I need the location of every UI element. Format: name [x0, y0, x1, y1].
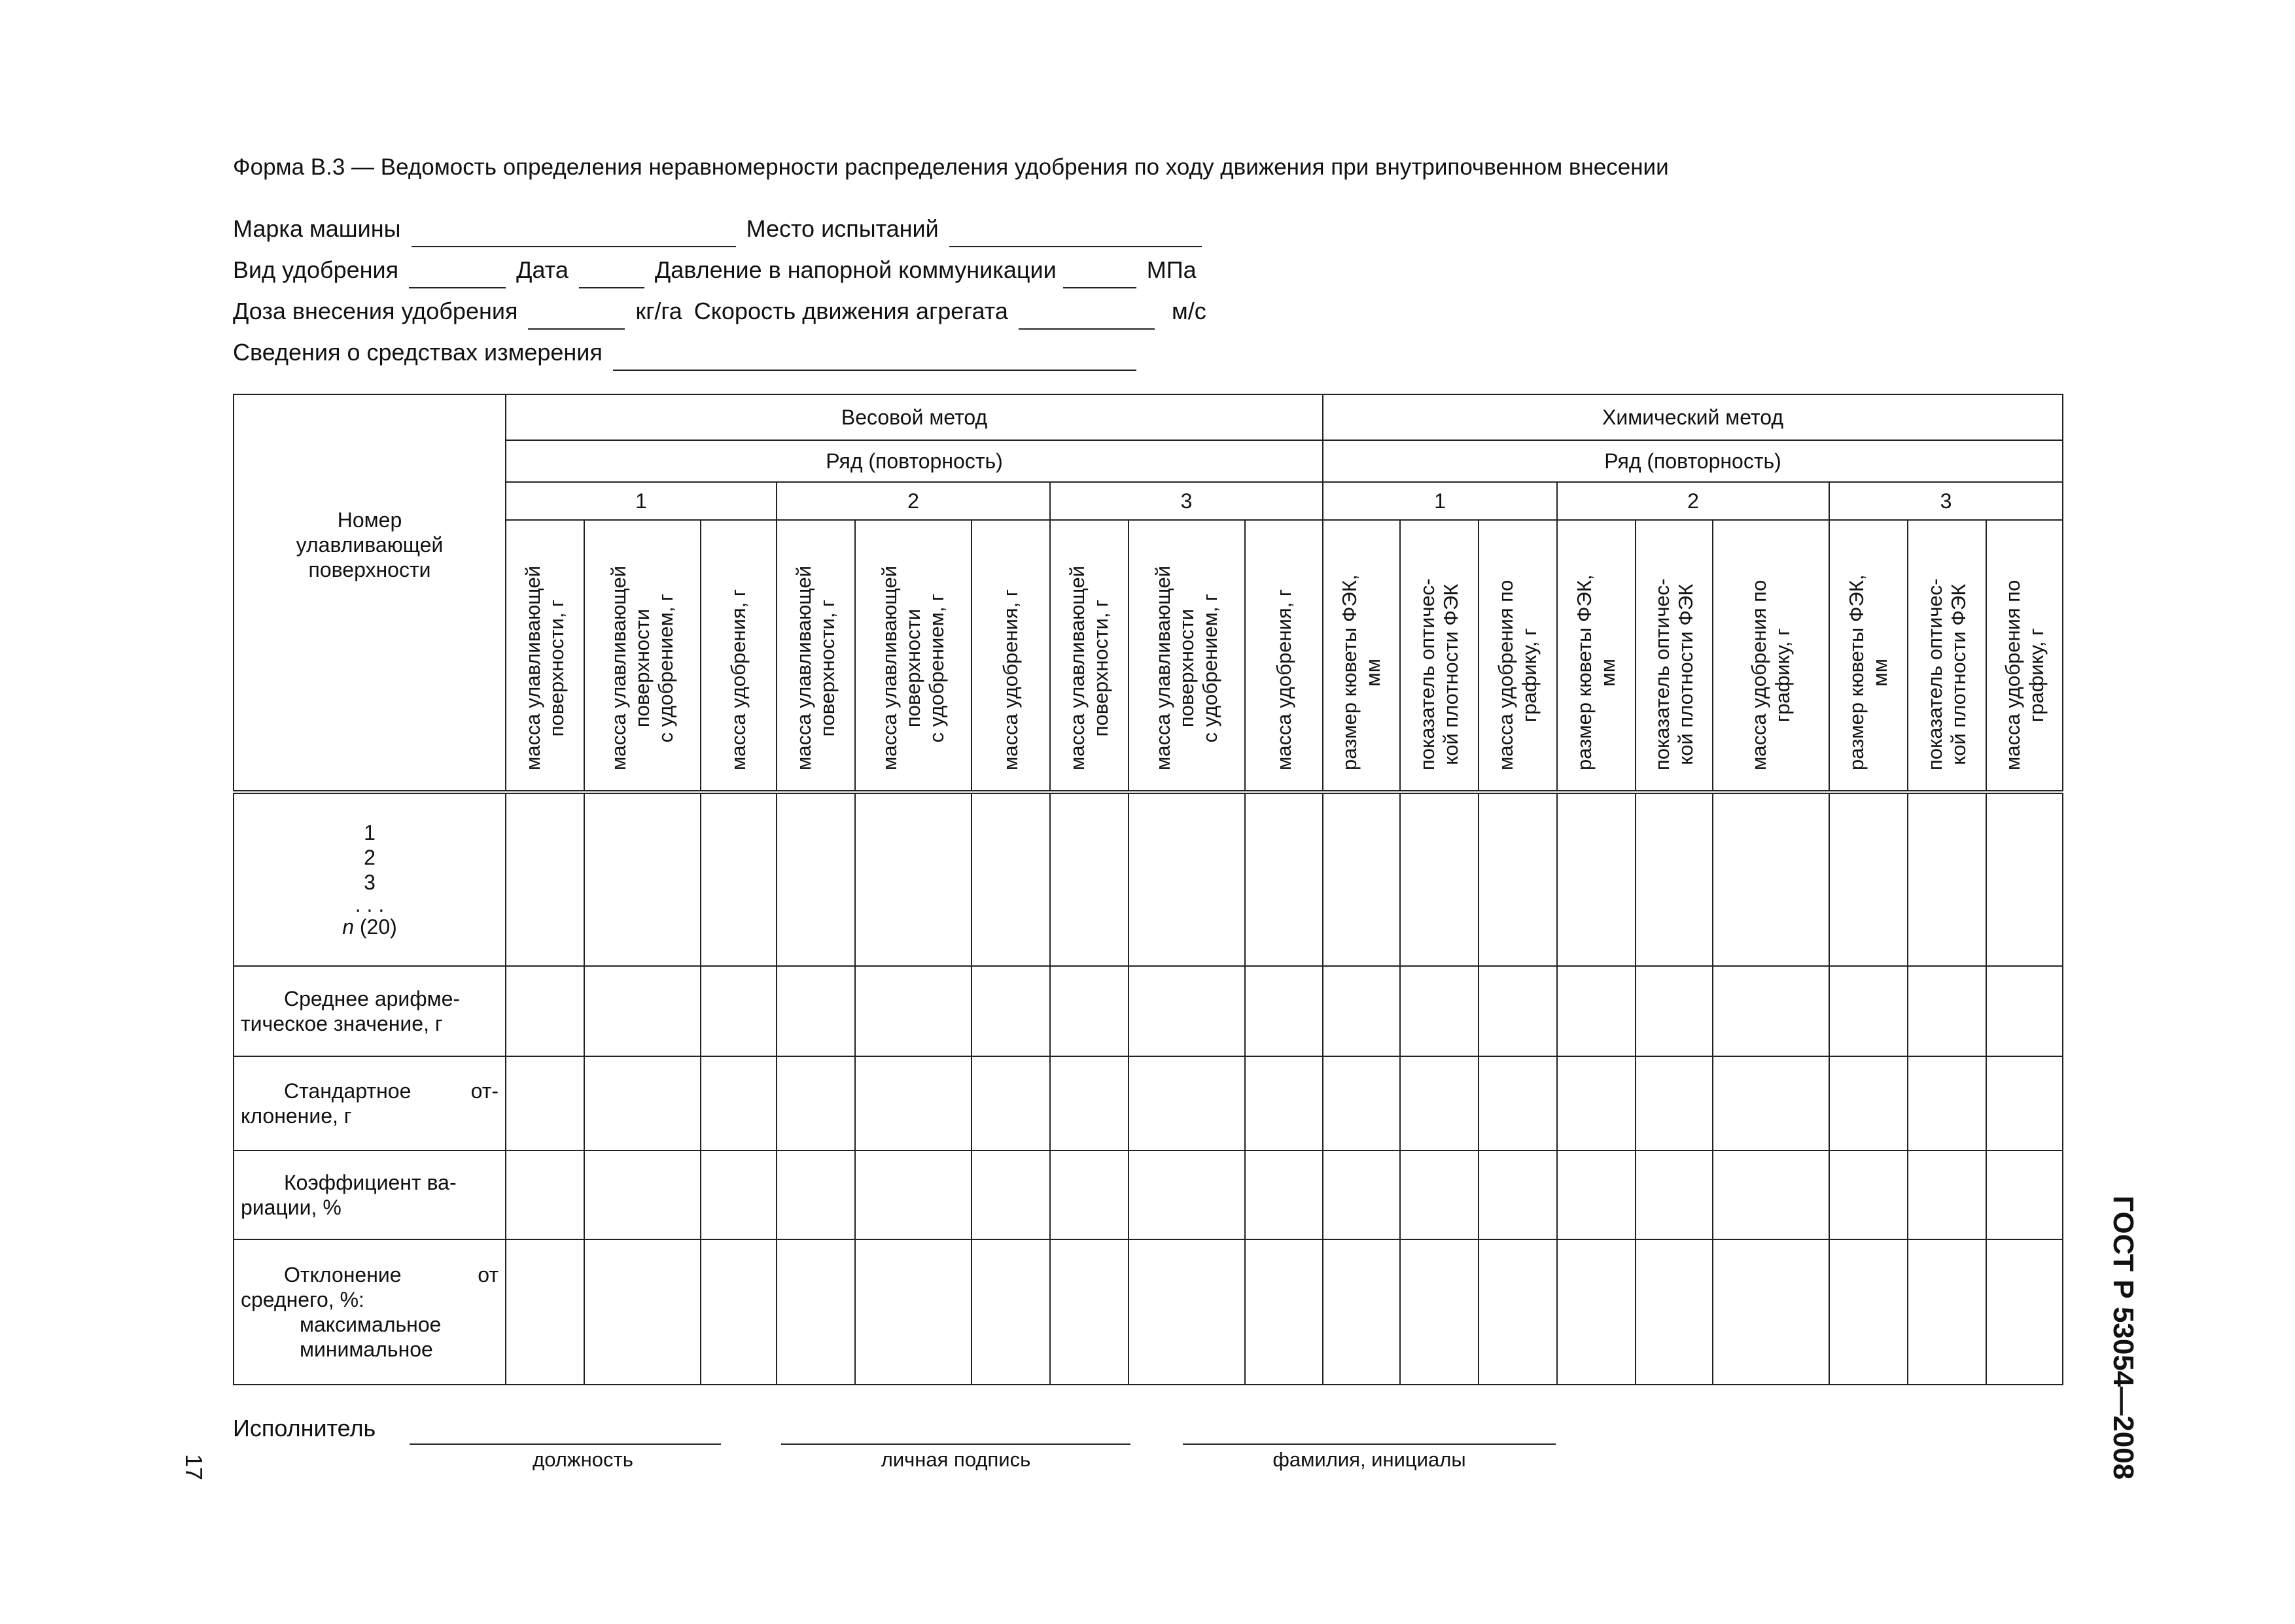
chemical-method-header: Химический метод — [1323, 394, 2063, 440]
data-cell[interactable] — [1245, 1056, 1323, 1150]
header-row-columns — [234, 520, 2063, 792]
column-header-line: масса удобрения по — [1747, 579, 1771, 770]
deviation-label-line: максимальное — [300, 1313, 442, 1336]
data-cell[interactable] — [1400, 1239, 1479, 1385]
column-header-line: масса улавливающей — [792, 565, 815, 770]
chem-column-header — [1986, 520, 2063, 792]
data-cell[interactable] — [1829, 1239, 1908, 1385]
cv-label-line: Коэффициент ва- — [284, 1171, 457, 1194]
column-header-line: показатель оптичес- — [1651, 578, 1674, 770]
data-cell[interactable] — [1986, 792, 2063, 966]
data-cell[interactable] — [701, 1056, 777, 1150]
column-header-line: размер кюветы ФЭК, — [1573, 574, 1596, 770]
data-cell[interactable] — [701, 1150, 777, 1239]
column-header-text — [727, 589, 750, 770]
column-header-line: масса удобрения по — [2001, 579, 2024, 770]
column-header-text — [1066, 566, 1113, 770]
data-cell[interactable] — [1400, 1150, 1479, 1239]
column-header-line: поверхности — [902, 608, 924, 728]
speed-field[interactable] — [1019, 302, 1155, 330]
data-cell[interactable] — [1829, 1150, 1908, 1239]
data-cell[interactable] — [1829, 966, 1908, 1056]
data-cell[interactable] — [1400, 966, 1479, 1056]
data-cell[interactable] — [1323, 1150, 1400, 1239]
data-cell[interactable] — [1479, 792, 1557, 966]
column-header-text — [999, 589, 1023, 770]
data-cell[interactable] — [1479, 966, 1557, 1056]
chem-column-header — [1713, 520, 1829, 792]
instruments-label: Сведения о средствах измерения — [233, 339, 603, 366]
data-cell[interactable] — [1986, 1056, 2063, 1150]
chem-column-header — [1557, 520, 1636, 792]
data-cell[interactable] — [1129, 1239, 1245, 1385]
data-cell[interactable] — [584, 1056, 701, 1150]
data-cell[interactable] — [1245, 1150, 1323, 1239]
data-cell[interactable] — [506, 1056, 584, 1150]
column-header-text — [607, 566, 678, 770]
column-header-line: с удобрением, г — [925, 593, 948, 743]
column-header-text — [1494, 580, 1541, 770]
weight-method-header: Весовой метод — [506, 394, 1323, 440]
body-row-mean — [234, 966, 2063, 1056]
chemical-row-repeat-header: Ряд (повторность) — [1323, 440, 2063, 482]
dose-field[interactable] — [528, 302, 625, 330]
signature-caption: личная подпись — [881, 1448, 1031, 1471]
column-header-line: размер кюветы ФЭК, — [1338, 574, 1361, 770]
std-label-line: клонение, г — [241, 1104, 352, 1128]
body-row-std — [234, 1056, 2063, 1150]
deviation-label — [234, 1239, 506, 1385]
data-cell[interactable] — [777, 1056, 855, 1150]
data-cell[interactable] — [1479, 1056, 1557, 1150]
form-title: Форма В.3 — Ведомость определения неравномерности распределения удобрения по ходу движения при внутрипочвенном внесении — [233, 154, 1669, 180]
chem-row-3: 3 — [1829, 482, 2063, 520]
data-cell[interactable] — [1713, 1150, 1829, 1239]
field-row-2 — [233, 252, 1206, 293]
data-cell[interactable] — [972, 792, 1050, 966]
data-cell[interactable] — [1908, 1150, 1986, 1239]
stub-header — [234, 394, 506, 792]
executor-label: Исполнитель — [233, 1415, 376, 1442]
data-cell[interactable] — [701, 1239, 777, 1385]
results-table — [233, 394, 2063, 1385]
column-header-line: масса удобрения, г — [999, 589, 1022, 770]
chem-row-2: 2 — [1557, 482, 1829, 520]
column-header-line: размер кюветы ФЭК, — [1845, 574, 1868, 770]
surface-number-list — [234, 792, 506, 966]
data-cell[interactable] — [1557, 1056, 1636, 1150]
chem-column-header — [1323, 520, 1400, 792]
pressure-label: Давление в напорной коммуникации — [654, 256, 1057, 283]
data-cell[interactable] — [1129, 966, 1245, 1056]
data-cell[interactable] — [506, 966, 584, 1056]
standard-text: ГОСТ Р 53054—2008 — [2107, 1196, 2139, 1480]
cv-label-line: риации, % — [241, 1196, 342, 1219]
data-cell[interactable] — [777, 1239, 855, 1385]
column-header-line: показатель оптичес- — [1416, 578, 1439, 770]
data-cell[interactable] — [1636, 1150, 1713, 1239]
chem-column-header — [1400, 520, 1479, 792]
data-cell[interactable] — [777, 966, 855, 1056]
weight-column-header — [855, 520, 972, 792]
column-header-text — [2001, 580, 2048, 770]
weight-row-1: 1 — [506, 482, 777, 520]
speed-unit: м/с — [1171, 298, 1206, 324]
name-line[interactable] — [1183, 1441, 1556, 1445]
position-caption: должность — [533, 1448, 633, 1471]
column-header-line: поверхности, г — [1089, 599, 1112, 737]
column-header-text — [1651, 578, 1698, 770]
weight-column-header — [584, 520, 701, 792]
data-cell[interactable] — [1400, 792, 1479, 966]
weight-column-header — [701, 520, 777, 792]
chem-column-header — [1636, 520, 1713, 792]
header-row-methods — [234, 394, 2063, 440]
data-cell[interactable] — [1908, 1056, 1986, 1150]
deviation-label-line: минимальное — [300, 1338, 433, 1361]
machine-brand-field[interactable] — [412, 220, 736, 247]
data-cell[interactable] — [1713, 1239, 1829, 1385]
data-cell[interactable] — [1050, 792, 1129, 966]
data-cell[interactable] — [1129, 1056, 1245, 1150]
data-cell[interactable] — [1986, 1150, 2063, 1239]
data-cell[interactable] — [1986, 966, 2063, 1056]
data-cell[interactable] — [855, 1239, 972, 1385]
stub-header-line: Номер — [337, 508, 402, 532]
weight-row-3: 3 — [1050, 482, 1323, 520]
form-fields — [233, 211, 1206, 375]
column-header-text — [1338, 574, 1385, 770]
column-header-line: поверхности — [1175, 608, 1198, 728]
column-header-line: поверхности — [631, 608, 654, 728]
surface-number: . . . — [355, 893, 385, 916]
dose-label: Доза внесения удобрения — [233, 298, 518, 324]
data-cell[interactable] — [1050, 966, 1129, 1056]
data-cell[interactable] — [855, 966, 972, 1056]
data-cell[interactable] — [1636, 1239, 1713, 1385]
data-cell[interactable] — [1986, 1239, 2063, 1385]
deviation-label-word: от — [478, 1263, 499, 1287]
deviation-label-line: среднего, %: — [241, 1288, 364, 1311]
column-header-text — [1573, 574, 1620, 770]
data-cell[interactable] — [1050, 1056, 1129, 1150]
data-cell[interactable] — [1829, 1056, 1908, 1150]
page-number: 17 — [181, 1453, 208, 1481]
weight-row-2: 2 — [777, 482, 1050, 520]
stub-header-line: улавливающей — [296, 533, 444, 557]
column-header-line: поверхности, г — [545, 599, 568, 737]
column-header-text — [878, 566, 949, 770]
data-cell[interactable] — [1479, 1239, 1557, 1385]
date-field[interactable] — [579, 261, 644, 288]
data-cell[interactable] — [1323, 792, 1400, 966]
data-cell[interactable] — [1557, 1239, 1636, 1385]
chem-row-1: 1 — [1323, 482, 1557, 520]
column-header-text — [1845, 574, 1892, 770]
cv-label — [234, 1150, 506, 1239]
chem-column-header — [1479, 520, 1557, 792]
column-header-line: графику, г — [1771, 628, 1795, 723]
field-row-3 — [233, 293, 1206, 334]
column-header-line: графику, г — [1518, 628, 1541, 723]
data-cell[interactable] — [584, 792, 701, 966]
pressure-unit: МПа — [1146, 256, 1197, 283]
column-header-text — [1151, 566, 1222, 770]
column-header-text — [1747, 580, 1795, 770]
data-cell[interactable] — [972, 1150, 1050, 1239]
column-header-line: масса улавливающей — [521, 565, 544, 770]
standard-designation — [2105, 1196, 2145, 1483]
data-cell[interactable] — [1713, 792, 1829, 966]
column-header-line: с удобрением, г — [654, 593, 677, 743]
data-cell[interactable] — [1050, 1239, 1129, 1385]
test-place-field[interactable] — [949, 220, 1202, 247]
data-cell[interactable] — [1245, 1239, 1323, 1385]
machine-brand-label: Марка машины — [233, 215, 401, 242]
column-header-line: масса удобрения, г — [1272, 589, 1295, 770]
data-cell[interactable] — [1129, 1150, 1245, 1239]
data-cell[interactable] — [1829, 792, 1908, 966]
data-cell[interactable] — [1323, 966, 1400, 1056]
surface-number: 3 — [364, 871, 376, 894]
data-cell[interactable] — [584, 1150, 701, 1239]
column-header-text — [521, 566, 569, 770]
data-cell[interactable] — [1323, 1056, 1400, 1150]
column-header-text — [1272, 589, 1296, 770]
column-header-text — [792, 566, 839, 770]
data-cell[interactable] — [1479, 1150, 1557, 1239]
data-cell[interactable] — [777, 792, 855, 966]
weight-column-header — [506, 520, 584, 792]
column-header-text — [1416, 578, 1463, 770]
data-cell[interactable] — [1636, 966, 1713, 1056]
column-header-line: мм — [1361, 658, 1385, 687]
header-row-numbers — [234, 482, 2063, 520]
mean-label — [234, 966, 506, 1056]
data-cell[interactable] — [855, 1150, 972, 1239]
data-cell[interactable] — [701, 966, 777, 1056]
data-cell[interactable] — [1557, 792, 1636, 966]
weight-column-header — [1245, 520, 1323, 792]
data-cell[interactable] — [1908, 966, 1986, 1056]
column-header-line: показатель оптичес- — [1923, 578, 1947, 770]
weight-column-header — [1050, 520, 1129, 792]
data-cell[interactable] — [1557, 966, 1636, 1056]
data-cell[interactable] — [1908, 1239, 1986, 1385]
column-header-line: кой плотности ФЭК — [1674, 583, 1698, 765]
stub-header-line: поверхности — [308, 558, 431, 581]
data-cell[interactable] — [855, 1056, 972, 1150]
surface-number: 1 — [364, 821, 376, 844]
chem-column-header — [1908, 520, 1986, 792]
surface-number-n: n (20) — [342, 915, 397, 939]
data-cell[interactable] — [1713, 1056, 1829, 1150]
column-header-line: мм — [1868, 658, 1892, 687]
column-header-line: масса удобрения по — [1494, 579, 1518, 770]
column-header-line: поверхности, г — [816, 599, 839, 737]
column-header-line: графику, г — [2024, 628, 2048, 723]
field-row-1 — [233, 211, 1206, 252]
data-cell[interactable] — [1323, 1239, 1400, 1385]
column-header-line: масса улавливающей — [1066, 565, 1089, 770]
signature-line[interactable] — [781, 1441, 1130, 1445]
mean-label-line: Среднее арифме- — [284, 987, 461, 1011]
data-cell[interactable] — [1636, 792, 1713, 966]
data-cell[interactable] — [701, 792, 777, 966]
data-cell[interactable] — [506, 1239, 584, 1385]
name-caption: фамилия, инициалы — [1272, 1448, 1466, 1471]
body-row-deviation — [234, 1239, 2063, 1385]
data-cell[interactable] — [972, 966, 1050, 1056]
fertilizer-type-label: Вид удобрения — [233, 256, 399, 283]
data-cell[interactable] — [1050, 1150, 1129, 1239]
std-label — [234, 1056, 506, 1150]
pressure-field[interactable] — [1063, 261, 1136, 288]
mean-label-line: тическое значение, г — [241, 1012, 443, 1035]
column-header-line: масса улавливающей — [1151, 565, 1174, 770]
body-row-measurements — [234, 792, 2063, 966]
data-cell[interactable] — [1129, 792, 1245, 966]
header-row-repeat — [234, 440, 2063, 482]
date-label: Дата — [516, 256, 569, 283]
column-header-line: масса улавливающей — [607, 565, 630, 770]
data-cell[interactable] — [1400, 1056, 1479, 1150]
column-header-text — [1923, 578, 1971, 770]
test-place-label: Место испытаний — [746, 215, 939, 242]
data-cell[interactable] — [584, 966, 701, 1056]
column-header-line: кой плотности ФЭК — [1947, 583, 1971, 765]
data-cell[interactable] — [855, 792, 972, 966]
fertilizer-type-field[interactable] — [409, 261, 506, 288]
weight-column-header — [1129, 520, 1245, 792]
instruments-field[interactable] — [613, 343, 1136, 371]
dose-unit: кг/га — [635, 298, 682, 324]
data-cell[interactable] — [777, 1150, 855, 1239]
data-cell[interactable] — [972, 1239, 1050, 1385]
data-cell[interactable] — [1245, 966, 1323, 1056]
data-cell[interactable] — [1245, 792, 1323, 966]
weight-row-repeat-header: Ряд (повторность) — [506, 440, 1323, 482]
chem-column-header — [1829, 520, 1908, 792]
field-row-4 — [233, 334, 1206, 375]
column-header-line: с удобрением, г — [1199, 593, 1221, 743]
std-label-word: от- — [470, 1079, 499, 1103]
deviation-label-word: Отклонение — [284, 1263, 402, 1287]
data-cell[interactable] — [506, 792, 584, 966]
column-header-line: мм — [1596, 658, 1620, 687]
column-header-line: кой плотности ФЭК — [1439, 583, 1463, 765]
data-cell[interactable] — [1557, 1150, 1636, 1239]
data-cell[interactable] — [1636, 1056, 1713, 1150]
weight-column-header — [777, 520, 855, 792]
data-cell[interactable] — [506, 1150, 584, 1239]
data-cell[interactable] — [584, 1239, 701, 1385]
data-cell[interactable] — [1908, 792, 1986, 966]
speed-label: Скорость движения агрегата — [693, 298, 1008, 324]
column-header-line: масса улавливающей — [878, 565, 901, 770]
std-label-word: Стандартное — [284, 1079, 412, 1103]
position-line[interactable] — [410, 1441, 721, 1445]
data-cell[interactable] — [1713, 966, 1829, 1056]
body-row-cv — [234, 1150, 2063, 1239]
surface-number: 2 — [364, 846, 376, 869]
column-header-line: масса удобрения, г — [727, 589, 750, 770]
weight-column-header — [972, 520, 1050, 792]
data-cell[interactable] — [972, 1056, 1050, 1150]
